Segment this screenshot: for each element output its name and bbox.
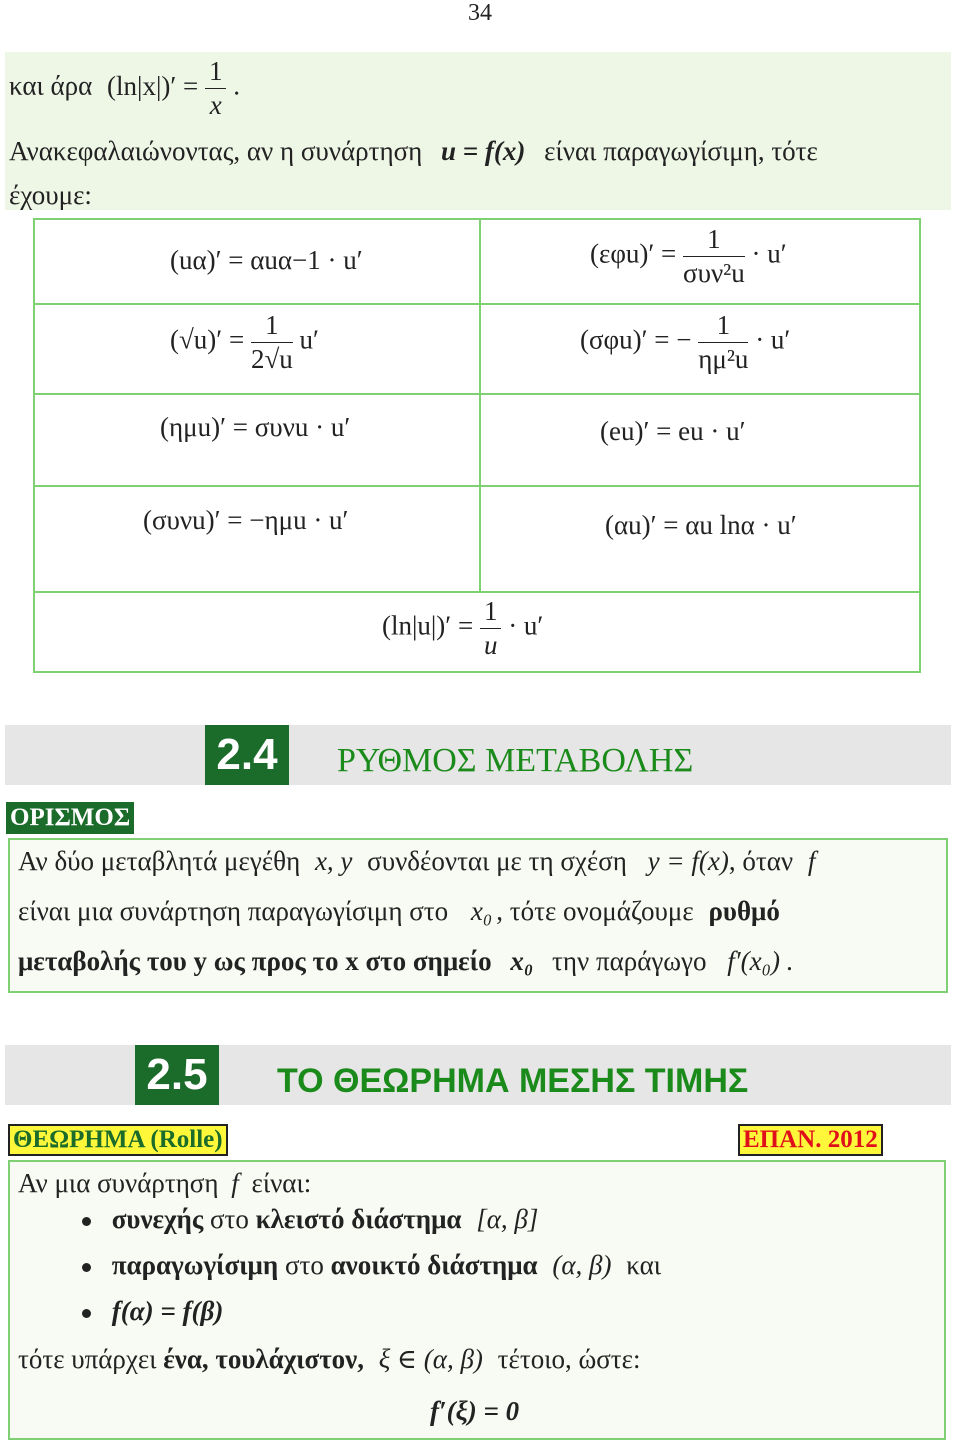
formula-left: (ln|u|)′ =: [382, 610, 474, 641]
page-number: 34: [468, 0, 492, 26]
text: Αν δύο μεταβλητά μεγέθη: [18, 846, 301, 876]
bold-term: ένα, τουλάχιστον,: [163, 1344, 364, 1374]
text: , όταν: [728, 846, 794, 876]
formula-right: · u′: [751, 238, 787, 269]
relation-formula: y = f(x): [647, 846, 729, 876]
theorem-box: [8, 1160, 946, 1440]
function-symbol: f: [807, 846, 816, 876]
denominator: ημ²u: [698, 344, 749, 374]
table-row-divider: [35, 393, 919, 395]
formula-left: (εφu)′ =: [590, 238, 677, 269]
section-number: 2.5: [135, 1045, 219, 1105]
text: στο: [210, 1204, 249, 1234]
bullet-icon: [82, 1263, 91, 1272]
formula-fraction: [480, 598, 502, 659]
bold-term: παραγωγίσιμη: [111, 1250, 279, 1280]
formula-cot: [580, 312, 790, 373]
theorem-conclusion: [18, 1344, 640, 1375]
formula-right: · u′: [508, 610, 544, 641]
interval-formula: (α, β): [552, 1250, 612, 1280]
denominator: u: [483, 630, 498, 660]
text: Αν μια συνάρτηση: [18, 1168, 219, 1198]
intro-text: Ανακεφαλαιώνοντας, αν η συνάρτηση: [9, 136, 423, 166]
interval-formula: [α, β]: [476, 1204, 539, 1234]
numerator: 1: [205, 58, 227, 89]
text: τέτοιο, ώστε:: [497, 1344, 641, 1374]
ln-derivative-formula: (ln|x|)′ =: [107, 70, 199, 101]
derivative-formula-table: [33, 218, 921, 673]
numerator: 1: [683, 226, 745, 257]
function-formula: u = f(x): [441, 136, 526, 166]
bullet-differentiable: [82, 1250, 661, 1281]
period: .: [233, 70, 240, 101]
denominator: 2√u: [250, 344, 293, 374]
formula-tan: [590, 226, 787, 287]
bold-term: μεταβολής του y ως προς το x στο σημείο: [18, 946, 492, 976]
xi-formula: ξ ∈ (α, β): [378, 1344, 483, 1374]
variables: x, y: [314, 846, 353, 876]
point-symbol: x₀: [470, 896, 493, 926]
definition-box: [8, 838, 948, 993]
bullet-icon: [82, 1309, 91, 1318]
intro-prefix: και άρα: [9, 70, 93, 101]
derivative-formula: f′(x₀) .: [727, 946, 794, 976]
exam-tag: ΕΠΑΝ. 2012: [738, 1124, 883, 1156]
formula-left: (√u)′ =: [170, 324, 245, 355]
bold-term: ρυθμό: [708, 896, 780, 926]
formula-ln-abs: [382, 598, 543, 659]
formula-a-power: (αu)′ = αu lnα · u′: [605, 510, 797, 540]
numerator: 1: [251, 312, 293, 343]
function-symbol: f: [231, 1168, 239, 1198]
formula-fraction: [251, 312, 293, 373]
table-row-divider: [35, 485, 919, 487]
definition-tag: ΟΡΙΣΜΟΣ: [6, 802, 134, 834]
formula-exp: (eu)′ = eu · u′: [600, 416, 746, 446]
text: , τότε ονομάζουμε: [496, 896, 694, 926]
formula-sin: (ημu)′ = συνu · u′: [160, 412, 351, 442]
definition-line-3: [18, 946, 794, 977]
bold-term: συνεχής: [111, 1204, 204, 1234]
bold-term: ανοικτό διάστημα: [330, 1250, 538, 1280]
numerator: 1: [480, 598, 502, 629]
section-title: ΤΟ ΘΕΩΡΗΜΑ ΜΕΣΗΣ ΤΙΜΗΣ: [277, 1062, 749, 1100]
text: τότε υπάρχει: [18, 1344, 157, 1374]
formula-sqrt: [170, 312, 319, 373]
definition-line-1: [18, 846, 815, 877]
formula-fraction: [698, 312, 748, 373]
point-symbol: x₀: [510, 946, 534, 976]
theorem-tag: ΘΕΩΡΗΜΑ (Rolle): [8, 1124, 228, 1156]
table-row-divider: [35, 591, 919, 593]
section-number: 2.4: [205, 725, 289, 785]
intro-text-cont: είναι παραγωγίσιμη, τότε: [544, 136, 818, 166]
text: συνδέονται με τη σχέση: [367, 846, 627, 876]
bullet-continuous: [82, 1204, 538, 1235]
formula-right: · u′: [755, 324, 791, 355]
definition-line-2: [18, 896, 780, 927]
denominator: συν²u: [683, 258, 745, 288]
text: την παράγωγο: [552, 946, 707, 976]
formula-cos: (συνu)′ = −ημu · u′: [143, 505, 349, 535]
table-row-divider: [35, 303, 919, 305]
denominator: x: [209, 90, 222, 120]
intro-line-2: [9, 136, 818, 167]
equal-values-formula: f(α) = f(β): [111, 1296, 224, 1326]
theorem-intro: [18, 1168, 311, 1199]
intro-line-3: έχουμε:: [9, 180, 92, 210]
intro-line-1: [9, 58, 240, 119]
intro-block: [5, 52, 951, 210]
fraction-one-over-x: [205, 58, 227, 119]
text: είναι:: [251, 1168, 312, 1198]
text: και: [626, 1250, 661, 1280]
formula-fraction: [683, 226, 745, 287]
formula-power: (uα)′ = αuα−1 · u′: [170, 245, 363, 275]
theorem-result: f′(ξ) = 0: [430, 1396, 520, 1426]
numerator: 1: [698, 312, 748, 343]
section-title: ΡΥΘΜΟΣ ΜΕΤΑΒΟΛΗΣ: [337, 742, 694, 779]
text: είναι μια συνάρτηση παραγωγίσιμη στο: [18, 896, 449, 926]
bold-term: κλειστό διάστημα: [255, 1204, 462, 1234]
bullet-equal-values: [82, 1296, 223, 1327]
text: στο: [284, 1250, 324, 1280]
formula-right: u′: [299, 324, 319, 355]
formula-left: (σφu)′ = −: [580, 324, 692, 355]
table-divider: [479, 220, 481, 593]
bullet-icon: [82, 1217, 91, 1226]
